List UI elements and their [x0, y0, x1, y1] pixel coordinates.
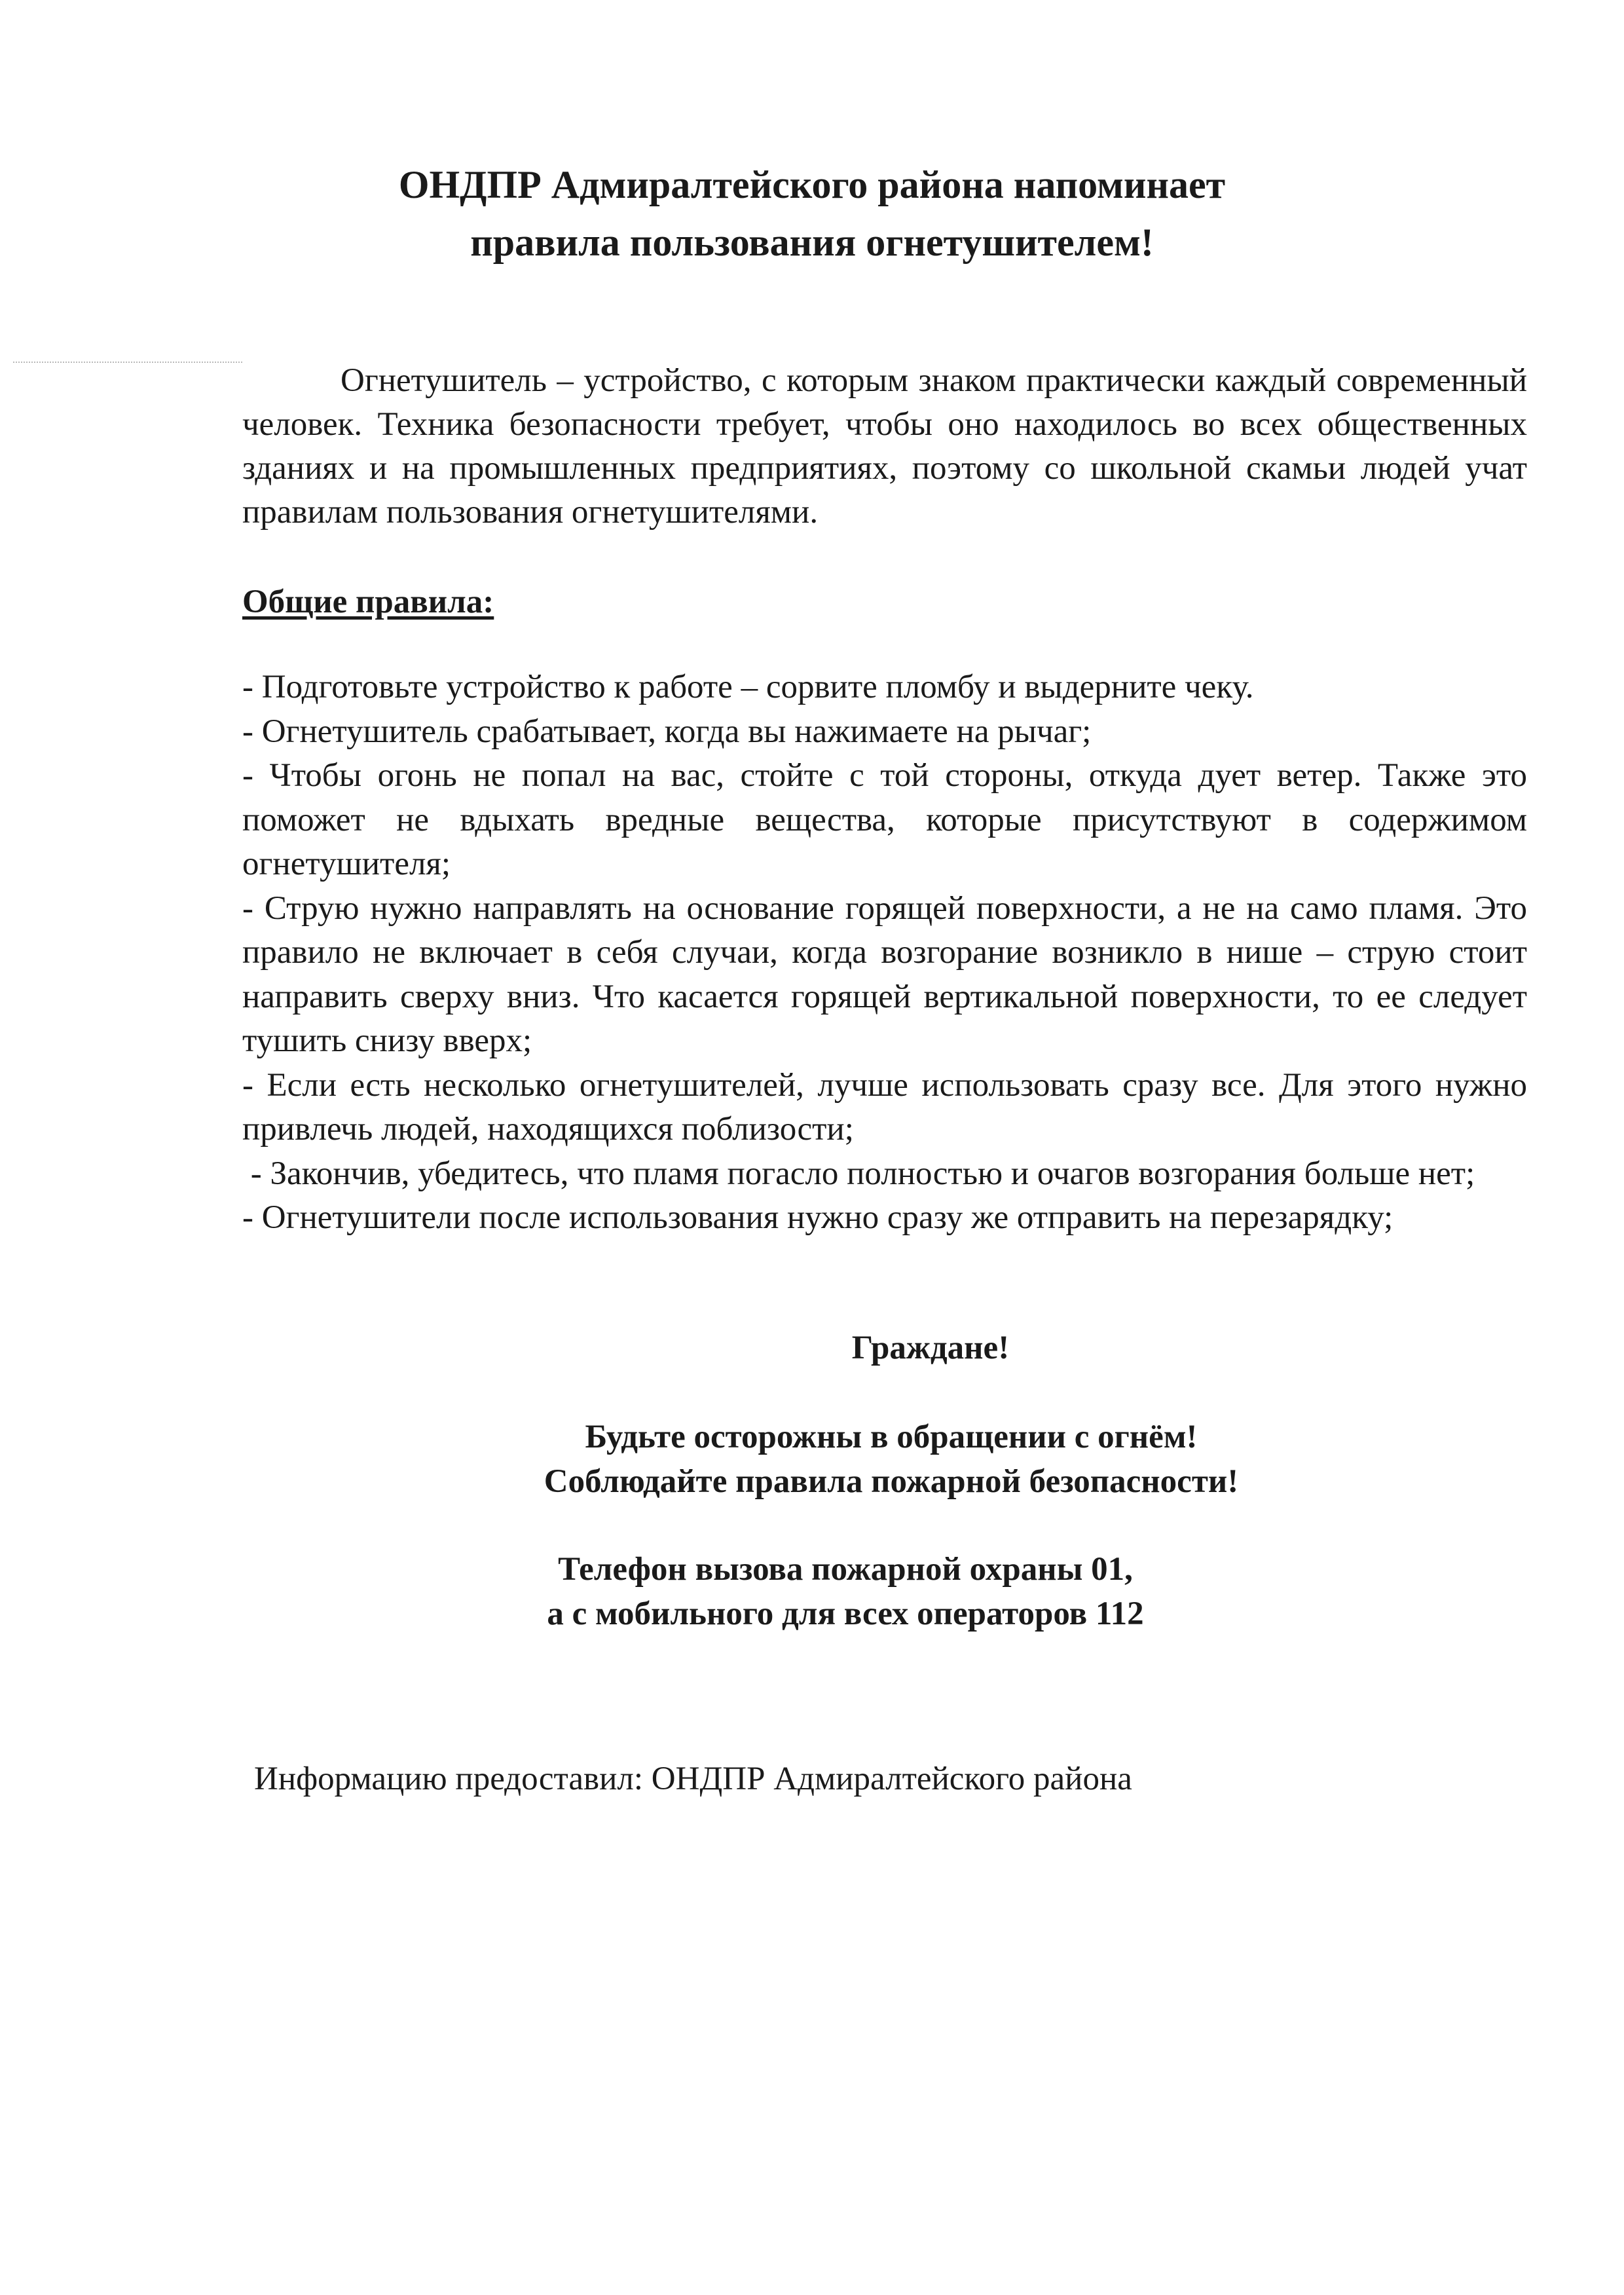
rule-item: - Огнетушители после использования нужно сразу же отправить на перезарядку;	[242, 1199, 1393, 1236]
scan-artifact-line	[13, 362, 242, 363]
citizens-heading	[288, 1326, 1573, 1370]
emergency-phone-block	[203, 1547, 1488, 1636]
rules-list	[242, 665, 1527, 1241]
caution-line-1: Будьте осторожны в обращении с огнём!	[585, 1419, 1198, 1455]
title-line-1: ОНДПР Адмиралтейского района напоминает	[398, 163, 1226, 206]
citizens-text: Граждане!	[851, 1330, 1010, 1366]
rules-heading: Общие правила:	[242, 584, 494, 620]
caution-block	[249, 1415, 1534, 1504]
rule-item: - Подготовьте устройство к работе – сорвите пломбу и выдерните чеку.	[242, 669, 1254, 705]
document-title	[236, 156, 1388, 271]
intro-paragraph: Огнетушитель – устройство, с которым знаком практически каждый современный человек. Техника безопасности требует, чтобы оно находилось во всех общественных зданиях и на промышленных предприятиях, поэтому со школьной скамьи людей учат правилам пользования огнетушителями.	[242, 362, 1527, 531]
phone-line-2: а с мобильного для всех операторов 112	[547, 1595, 1144, 1632]
rule-item: - Чтобы огонь не попал на вас, стойте с той стороны, откуда дует ветер. Также это поможет не вдыхать вредные вещества, которые присутствуют в содержимом огнетушителя;	[242, 757, 1527, 882]
source-credit: Информацию предоставил: ОНДПР Адмиралтейского района	[254, 1761, 1132, 1797]
phone-line-1: Телефон вызова пожарной охраны 01,	[558, 1551, 1133, 1588]
rule-item: - Огнетушитель срабатывает, когда вы нажимаете на рычаг;	[242, 713, 1092, 750]
title-line-2: правила пользования огнетушителем!	[470, 221, 1154, 264]
rule-item: - Струю нужно направлять на основание горящей поверхности, а не на само пламя. Это правило не включает в себя случаи, когда возгорание возникло в нише – струю стоит направить сверху вниз. Что касается горящей вертикальной поверхности, то ее следует тушить снизу вверх;	[242, 889, 1527, 1059]
rule-item: - Закончив, убедитесь, что пламя погасло полностью и очагов возгорания больше нет;	[242, 1155, 1475, 1192]
rule-item: - Если есть несколько огнетушителей, лучше использовать сразу все. Для этого нужно привлечь людей, находящихся поблизости;	[242, 1066, 1527, 1148]
caution-line-2: Соблюдайте правила пожарной безопасности!	[544, 1463, 1239, 1500]
